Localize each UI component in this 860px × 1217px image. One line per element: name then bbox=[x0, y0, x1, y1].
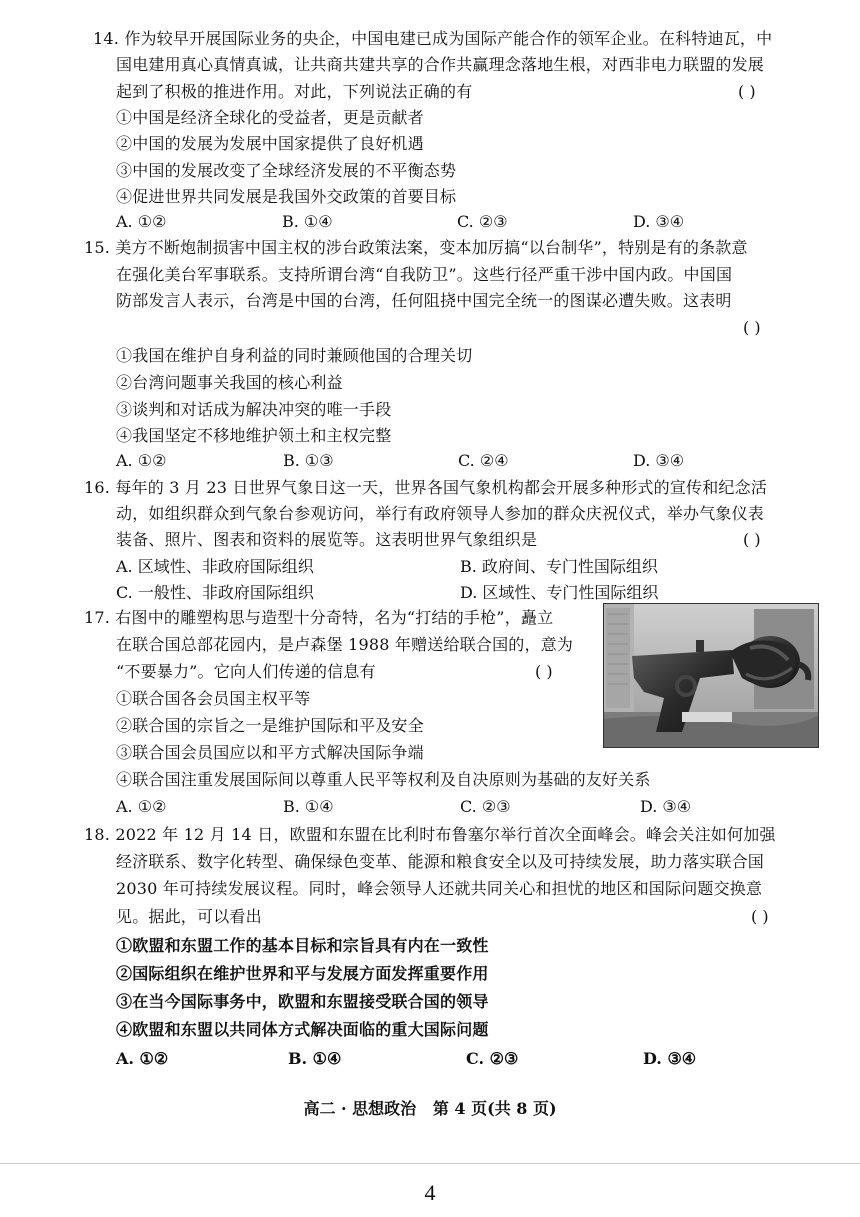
question-stem-line: 装备、照片、图表和资料的展览等。这表明世界气象组织是 bbox=[116, 530, 538, 549]
statement-item: ①欧盟和东盟工作的基本目标和宗旨具有内在一致性 bbox=[116, 936, 489, 955]
question-stem-line: 在联合国总部花园内，是卢森堡 1988 年赠送给联合国的，意为 bbox=[116, 635, 574, 654]
statement-item: ①中国是经济全球化的受益者，更是贡献者 bbox=[116, 108, 424, 127]
statement-item: ③谈判和对话成为解决冲突的唯一手段 bbox=[116, 400, 392, 419]
option-a: A. ①② bbox=[116, 451, 167, 470]
question-stem-line: 16. 每年的 3 月 23 日世界气象日这一天，世界各国气象机构都会开展多种形式的宣传和纪念活 bbox=[84, 478, 768, 497]
page-divider bbox=[0, 1163, 860, 1164]
option-b: B. ①④ bbox=[282, 212, 333, 231]
statement-item: ④我国坚定不移地维护领土和主权完整 bbox=[116, 426, 392, 445]
option-d: D. ③④ bbox=[633, 212, 685, 231]
option-c: C. ②③ bbox=[466, 1049, 519, 1068]
question-stem-line: 起到了积极的推进作用。对此，下列说法正确的有 bbox=[116, 82, 473, 101]
answer-bracket: ( ) bbox=[738, 82, 756, 101]
question-stem-line: 见。据此，可以看出 bbox=[116, 907, 262, 926]
option-b: B. ①③ bbox=[283, 451, 334, 470]
option-b: B. ①④ bbox=[283, 797, 334, 816]
option-a: A. ①② bbox=[116, 1049, 169, 1068]
knotted-gun-sculpture-icon bbox=[604, 604, 818, 747]
option-c: C. ②③ bbox=[460, 797, 511, 816]
option-a: A. ①② bbox=[116, 212, 167, 231]
question-stem-line: 经济联系、数字化转型、确保绿色变革、能源和粮食安全以及可持续发展，助力落实联合国 bbox=[116, 852, 765, 871]
statement-item: ②联合国的宗旨之一是维护国际和平及安全 bbox=[116, 716, 424, 735]
option-d: D. ③④ bbox=[640, 797, 692, 816]
page-footer-title: 高二 · 思想政治 第 4 页(共 8 页) bbox=[303, 1099, 557, 1118]
statement-item: ①联合国各会员国主权平等 bbox=[116, 689, 311, 708]
option-c: C. 一般性、非政府国际组织 bbox=[116, 583, 314, 602]
question-stem-line: 在强化美台军事联系。支持所谓台湾“自我防卫”。这些行径严重干涉中国内政。中国国 bbox=[116, 265, 733, 284]
question-stem-line: 14. 作为较早开展国际业务的央企，中国电建已成为国际产能合作的领军企业。在科特迪瓦，中 bbox=[93, 29, 773, 48]
question-stem-line: 17. 右图中的雕塑构思与造型十分奇特，名为“打结的手枪”，矗立 bbox=[84, 608, 554, 627]
statement-item: ③在当今国际事务中，欧盟和东盟接受联合国的领导 bbox=[116, 992, 489, 1011]
option-d: D. ③④ bbox=[633, 451, 685, 470]
answer-bracket: ( ) bbox=[743, 530, 761, 549]
statement-item: ④促进世界共同发展是我国外交政策的首要目标 bbox=[116, 187, 457, 206]
question-stem-line: 动，如组织群众到气象台参观访问，举行有政府领导人参加的群众庆祝仪式，举办气象仪表 bbox=[116, 504, 765, 523]
question-stem-line: “不要暴力”。它向人们传递的信息有 bbox=[116, 662, 376, 681]
statement-item: ④联合国注重发展国际间以尊重人民平等权利及自决原则为基础的友好关系 bbox=[116, 770, 651, 789]
question-stem-line: 15. 美方不断炮制损害中国主权的涉台政策法案，变本加厉搞“以台制华”，特别是有的条款意 bbox=[84, 238, 748, 257]
knotted-gun-sculpture-photo bbox=[603, 603, 819, 748]
option-a: A. 区域性、非政府国际组织 bbox=[116, 557, 314, 576]
option-c: C. ②④ bbox=[458, 451, 509, 470]
answer-bracket: ( ) bbox=[535, 662, 553, 681]
answer-bracket: ( ) bbox=[751, 907, 769, 926]
question-stem-line: 国电建用真心真情真诚，让共商共建共享的合作共赢理念落地生根，对西非电力联盟的发展 bbox=[116, 55, 765, 74]
statement-item: ④欧盟和东盟以共同体方式解决面临的重大国际问题 bbox=[116, 1020, 489, 1039]
statement-item: ③中国的发展改变了全球经济发展的不平衡态势 bbox=[116, 161, 457, 180]
option-a: A. ①② bbox=[116, 797, 167, 816]
option-b: B. ①④ bbox=[288, 1049, 342, 1068]
statement-item: ②台湾问题事关我国的核心利益 bbox=[116, 373, 343, 392]
option-c: C. ②③ bbox=[457, 212, 508, 231]
option-b: B. 政府间、专门性国际组织 bbox=[460, 557, 658, 576]
statement-item: ③联合国会员国应以和平方式解决国际争端 bbox=[116, 743, 424, 762]
statement-item: ①我国在维护自身利益的同时兼顾他国的合理关切 bbox=[116, 346, 473, 365]
answer-bracket: ( ) bbox=[743, 318, 761, 337]
page-number: 4 bbox=[424, 1180, 436, 1205]
statement-item: ②中国的发展为发展中国家提供了良好机遇 bbox=[116, 134, 424, 153]
question-stem-line: 防部发言人表示，台湾是中国的台湾，任何阻挠中国完全统一的图谋必遭失败。这表明 bbox=[116, 291, 732, 310]
option-d: D. 区域性、专门性国际组织 bbox=[460, 583, 659, 602]
question-stem-line: 2030 年可持续发展议程。同时，峰会领导人还就共同关心和担忧的地区和国际问题交换意 bbox=[116, 879, 763, 898]
option-d: D. ③④ bbox=[643, 1049, 697, 1068]
statement-item: ②国际组织在维护世界和平与发展方面发挥重要作用 bbox=[116, 964, 489, 983]
question-stem-line: 18. 2022 年 12 月 14 日，欧盟和东盟在比利时布鲁塞尔举行首次全面峰会。峰会关注如何加强 bbox=[84, 825, 776, 844]
